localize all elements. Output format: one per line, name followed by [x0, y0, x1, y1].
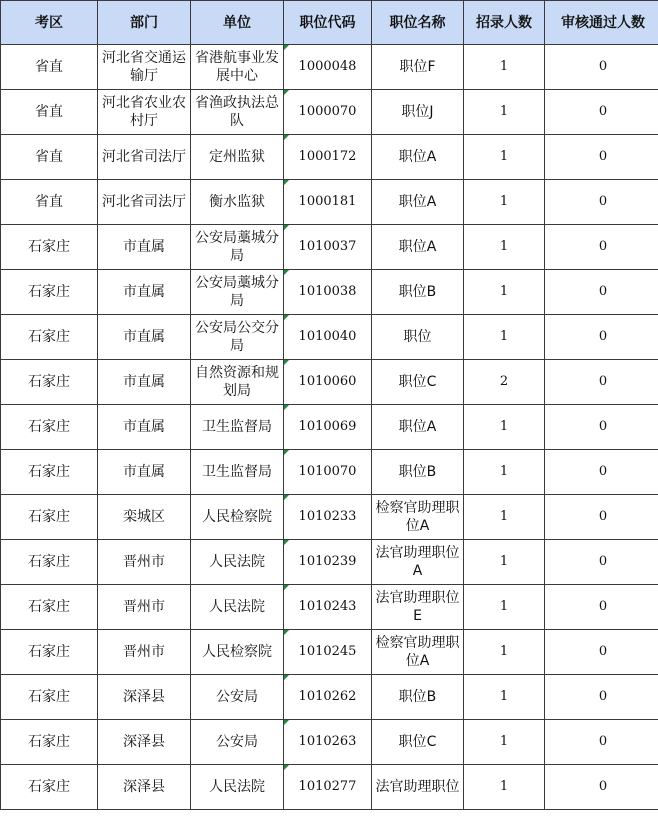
cell-recruit-count: 1 [464, 495, 545, 540]
cell-recruit-count: 1 [464, 630, 545, 675]
cell-exam-region: 省直 [1, 45, 98, 90]
table-row [1, 630, 658, 675]
cell-position-code: 1010037 [284, 225, 372, 270]
cell-approved-count: 0 [545, 270, 658, 315]
cell-exam-region: 石家庄 [1, 540, 98, 585]
cell-approved-count: 0 [545, 540, 658, 585]
cell-position-code: 1010038 [284, 270, 372, 315]
cell-position-code: 1010239 [284, 540, 372, 585]
table-row [1, 225, 658, 270]
cell-approved-count: 0 [545, 495, 658, 540]
cell-department: 河北省司法厅 [98, 180, 191, 225]
cell-position-name: 职位A [372, 135, 464, 180]
cell-approved-count: 0 [545, 45, 658, 90]
table-row [1, 180, 658, 225]
table-row [1, 450, 658, 495]
table-row [1, 720, 658, 765]
cell-department: 河北省农业农村厅 [98, 90, 191, 135]
cell-position-name: 职位B [372, 450, 464, 495]
cell-unit: 公安局藁城分局 [191, 270, 284, 315]
cell-exam-region: 石家庄 [1, 720, 98, 765]
cell-department: 市直属 [98, 315, 191, 360]
cell-recruit-count: 1 [464, 45, 545, 90]
cell-position-name: 职位 [372, 315, 464, 360]
cell-position-code: 1010040 [284, 315, 372, 360]
cell-position-code: 1000070 [284, 90, 372, 135]
header-department: 部门 [98, 1, 191, 45]
cell-unit: 省港航事业发展中心 [191, 45, 284, 90]
cell-approved-count: 0 [545, 135, 658, 180]
cell-position-code: 1010243 [284, 585, 372, 630]
cell-approved-count: 0 [545, 180, 658, 225]
cell-unit: 人民法院 [191, 585, 284, 630]
cell-unit: 人民法院 [191, 540, 284, 585]
cell-recruit-count: 1 [464, 450, 545, 495]
table-row [1, 270, 658, 315]
cell-position-name: 职位C [372, 720, 464, 765]
table-row [1, 405, 658, 450]
cell-exam-region: 省直 [1, 180, 98, 225]
cell-position-name: 法官助理职位E [372, 585, 464, 630]
cell-position-name: 法官助理职位 [372, 765, 464, 810]
cell-unit: 卫生监督局 [191, 450, 284, 495]
cell-unit: 公安局藁城分局 [191, 225, 284, 270]
cell-exam-region: 石家庄 [1, 585, 98, 630]
cell-position-code: 1010263 [284, 720, 372, 765]
header-row [1, 1, 658, 45]
cell-approved-count: 0 [545, 225, 658, 270]
table-row [1, 315, 658, 360]
cell-position-name: 职位A [372, 405, 464, 450]
table-row [1, 585, 658, 630]
cell-position-name: 职位B [372, 270, 464, 315]
cell-recruit-count: 1 [464, 180, 545, 225]
cell-recruit-count: 1 [464, 90, 545, 135]
cell-unit: 自然资源和规划局 [191, 360, 284, 405]
table-row [1, 45, 658, 90]
cell-position-code: 1010262 [284, 675, 372, 720]
cell-unit: 人民法院 [191, 765, 284, 810]
cell-recruit-count: 2 [464, 360, 545, 405]
cell-position-code: 1010070 [284, 450, 372, 495]
table-row [1, 360, 658, 405]
cell-position-name: 职位C [372, 360, 464, 405]
cell-unit: 定州监狱 [191, 135, 284, 180]
cell-exam-region: 省直 [1, 90, 98, 135]
cell-position-name: 检察官助理职位A [372, 495, 464, 540]
table-row [1, 765, 658, 810]
cell-recruit-count: 1 [464, 540, 545, 585]
cell-department: 河北省司法厅 [98, 135, 191, 180]
table-row [1, 135, 658, 180]
cell-recruit-count: 1 [464, 765, 545, 810]
cell-position-code: 1000181 [284, 180, 372, 225]
table-header [1, 1, 658, 45]
header-exam-region: 考区 [1, 1, 98, 45]
cell-recruit-count: 1 [464, 585, 545, 630]
cell-approved-count: 0 [545, 720, 658, 765]
cell-unit: 卫生监督局 [191, 405, 284, 450]
table-row [1, 675, 658, 720]
cell-exam-region: 石家庄 [1, 360, 98, 405]
table-row [1, 90, 658, 135]
cell-unit: 人民检察院 [191, 495, 284, 540]
cell-exam-region: 石家庄 [1, 675, 98, 720]
cell-department: 市直属 [98, 405, 191, 450]
cell-department: 晋州市 [98, 630, 191, 675]
cell-department: 深泽县 [98, 675, 191, 720]
cell-position-code: 1010060 [284, 360, 372, 405]
cell-position-code: 1010069 [284, 405, 372, 450]
cell-position-code: 1000048 [284, 45, 372, 90]
cell-department: 晋州市 [98, 540, 191, 585]
header-approved-count: 审核通过人数 [545, 1, 658, 45]
cell-recruit-count: 1 [464, 720, 545, 765]
cell-department: 河北省交通运输厅 [98, 45, 191, 90]
cell-department: 市直属 [98, 360, 191, 405]
cell-approved-count: 0 [545, 315, 658, 360]
cell-recruit-count: 1 [464, 315, 545, 360]
cell-approved-count: 0 [545, 765, 658, 810]
cell-department: 晋州市 [98, 585, 191, 630]
cell-position-name: 职位F [372, 45, 464, 90]
cell-position-code: 1000172 [284, 135, 372, 180]
cell-department: 市直属 [98, 270, 191, 315]
cell-approved-count: 0 [545, 360, 658, 405]
header-position-name: 职位名称 [372, 1, 464, 45]
cell-position-name: 职位J [372, 90, 464, 135]
cell-recruit-count: 1 [464, 405, 545, 450]
cell-department: 深泽县 [98, 765, 191, 810]
cell-exam-region: 石家庄 [1, 630, 98, 675]
cell-exam-region: 石家庄 [1, 225, 98, 270]
cell-position-name: 法官助理职位A [372, 540, 464, 585]
cell-approved-count: 0 [545, 630, 658, 675]
cell-exam-region: 石家庄 [1, 270, 98, 315]
cell-position-name: 职位A [372, 180, 464, 225]
table-body [1, 45, 658, 810]
cell-unit: 公安局公交分局 [191, 315, 284, 360]
cell-unit: 公安局 [191, 675, 284, 720]
cell-exam-region: 石家庄 [1, 765, 98, 810]
cell-position-code: 1010277 [284, 765, 372, 810]
cell-exam-region: 石家庄 [1, 450, 98, 495]
cell-approved-count: 0 [545, 90, 658, 135]
header-position-code: 职位代码 [284, 1, 372, 45]
cell-approved-count: 0 [545, 585, 658, 630]
cell-exam-region: 石家庄 [1, 315, 98, 360]
cell-department: 市直属 [98, 225, 191, 270]
cell-unit: 省渔政执法总队 [191, 90, 284, 135]
table-row [1, 495, 658, 540]
cell-approved-count: 0 [545, 450, 658, 495]
header-recruit-count: 招录人数 [464, 1, 545, 45]
cell-department: 栾城区 [98, 495, 191, 540]
cell-position-name: 职位B [372, 675, 464, 720]
cell-recruit-count: 1 [464, 675, 545, 720]
header-unit: 单位 [191, 1, 284, 45]
cell-exam-region: 石家庄 [1, 405, 98, 450]
cell-recruit-count: 1 [464, 225, 545, 270]
cell-department: 深泽县 [98, 720, 191, 765]
cell-approved-count: 0 [545, 405, 658, 450]
cell-exam-region: 石家庄 [1, 495, 98, 540]
cell-approved-count: 0 [545, 675, 658, 720]
cell-position-code: 1010233 [284, 495, 372, 540]
table-row [1, 540, 658, 585]
cell-position-code: 1010245 [284, 630, 372, 675]
cell-position-name: 检察官助理职位A [372, 630, 464, 675]
cell-recruit-count: 1 [464, 135, 545, 180]
cell-department: 市直属 [98, 450, 191, 495]
cell-exam-region: 省直 [1, 135, 98, 180]
cell-unit: 人民检察院 [191, 630, 284, 675]
cell-unit: 衡水监狱 [191, 180, 284, 225]
cell-unit: 公安局 [191, 720, 284, 765]
cell-position-name: 职位A [372, 225, 464, 270]
cell-recruit-count: 1 [464, 270, 545, 315]
